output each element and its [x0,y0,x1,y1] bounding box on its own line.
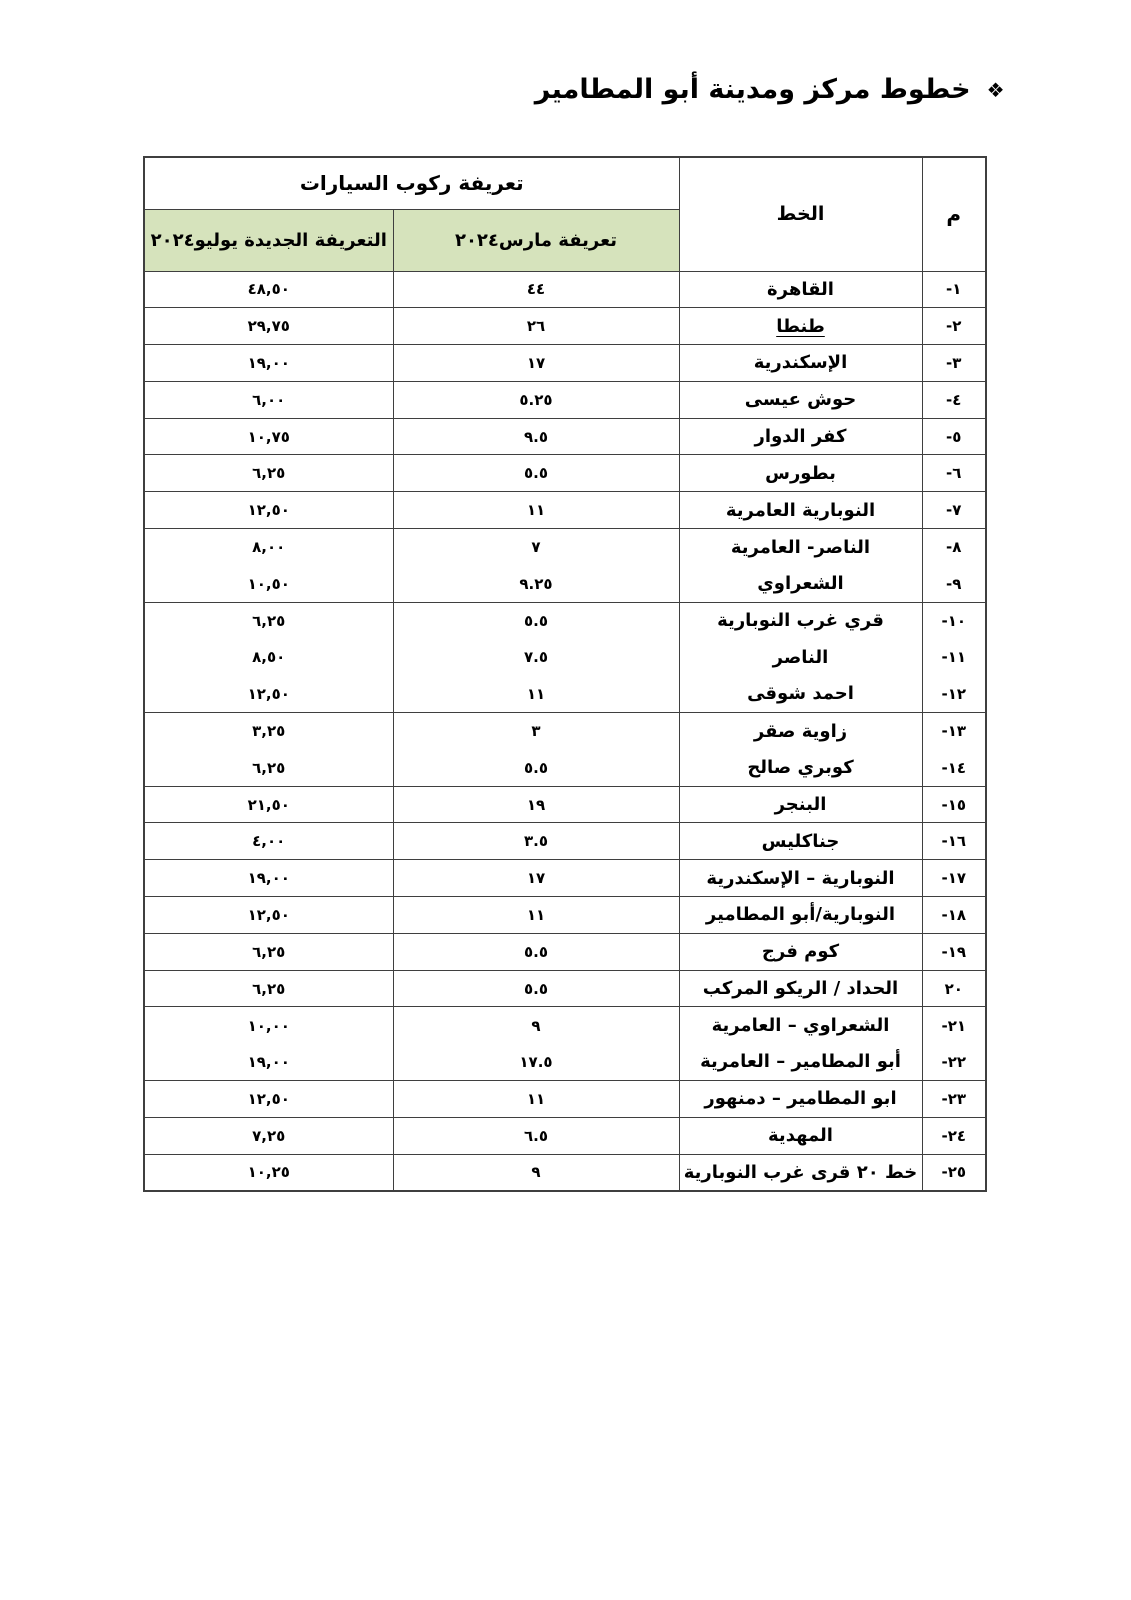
row-number: ١١- [922,639,986,676]
fare-new-july-2024: ٦,٠٠ [144,381,393,418]
table-row [144,529,986,566]
line-name: المهدية [679,1117,922,1154]
table-row [144,1117,986,1154]
table-header [144,157,986,271]
line-name: حوش عيسى [679,381,922,418]
fare-march-2024: ٣ [393,713,679,750]
fare-new-july-2024: ١٩,٠٠ [144,1044,393,1081]
table-row [144,1154,986,1191]
diamond-bullet-icon: ❖ [986,77,1005,102]
row-number: ٣- [922,345,986,382]
table-row [144,823,986,860]
fare-march-2024: ٥.٥ [393,455,679,492]
fare-march-2024: ١١ [393,1081,679,1118]
row-number: ٦- [922,455,986,492]
fare-new-july-2024: ٦,٢٥ [144,970,393,1007]
line-name: كفر الدوار [679,418,922,455]
fare-new-july-2024: ٧,٢٥ [144,1117,393,1154]
fare-new-july-2024: ١٠,٢٥ [144,1154,393,1191]
fare-march-2024: ١١ [393,897,679,934]
line-name: بطورس [679,455,922,492]
line-name: أبو المطامير – العامرية [679,1044,922,1081]
fare-new-july-2024: ٨,٥٠ [144,639,393,676]
page-title-text: خطوط مركز ومدينة أبو المطامير [534,74,971,105]
line-name: الإسكندرية [679,345,922,382]
row-number: ٤- [922,381,986,418]
row-number: ١٣- [922,713,986,750]
fare-new-july-2024: ١٢,٥٠ [144,1081,393,1118]
row-number: ٢- [922,308,986,345]
row-number: ٩- [922,565,986,602]
header-fare-new-july-2024: التعريفة الجديدة يوليو٢٠٢٤ [144,209,393,271]
table-row [144,676,986,713]
row-number: ٥- [922,418,986,455]
table-row [144,933,986,970]
line-name: القاهرة [679,271,922,308]
row-number: ٢٢- [922,1044,986,1081]
row-number: ٢٣- [922,1081,986,1118]
header-number-column: م [922,157,986,271]
table-row [144,308,986,345]
fare-march-2024: ١١ [393,676,679,713]
line-name: كوم فرج [679,933,922,970]
line-name: النوبارية/أبو المطامير [679,897,922,934]
line-name: قري غرب النوبارية [679,602,922,639]
page-title [535,74,1005,105]
line-name: الشعراوي [679,565,922,602]
table-row [144,749,986,786]
line-name: الناصر [679,639,922,676]
fare-march-2024: ٢٦ [393,308,679,345]
line-name: النوبارية – الإسكندرية [679,860,922,897]
fare-march-2024: ٦.٥ [393,1117,679,1154]
table-row [144,418,986,455]
table-row [144,786,986,823]
fare-new-july-2024: ١٠,٧٥ [144,418,393,455]
line-name: النوبارية العامرية [679,492,922,529]
fare-new-july-2024: ١٩,٠٠ [144,345,393,382]
row-number: ١٤- [922,749,986,786]
table-body [144,271,986,1191]
header-fare-march-2024: تعريفة مارس٢٠٢٤ [393,209,679,271]
fare-new-july-2024: ٨,٠٠ [144,529,393,566]
fare-march-2024: ٥.٢٥ [393,381,679,418]
line-name: ابو المطامير – دمنهور [679,1081,922,1118]
table-row [144,492,986,529]
line-name: الشعراوي – العامرية [679,1007,922,1044]
table-row [144,897,986,934]
fare-new-july-2024: ٣,٢٥ [144,713,393,750]
fare-march-2024: ٧.٥ [393,639,679,676]
row-number: ٢١- [922,1007,986,1044]
line-name: الحداد / الريكو المركب [679,970,922,1007]
table-row [144,345,986,382]
fare-new-july-2024: ١٩,٠٠ [144,860,393,897]
table-row [144,713,986,750]
fare-new-july-2024: ٦,٢٥ [144,455,393,492]
row-number: ١٢- [922,676,986,713]
fare-new-july-2024: ٦,٢٥ [144,933,393,970]
fare-march-2024: ٩.٥ [393,418,679,455]
fare-new-july-2024: ١٢,٥٠ [144,897,393,934]
fare-march-2024: ٥.٥ [393,602,679,639]
fare-new-july-2024: ٤٨,٥٠ [144,271,393,308]
header-line-column: الخط [679,157,922,271]
fare-new-july-2024: ١٢,٥٠ [144,676,393,713]
header-fare-group: تعريفة ركوب السيارات [144,157,679,209]
fare-new-july-2024: ١٠,٠٠ [144,1007,393,1044]
table-row [144,970,986,1007]
fare-march-2024: ٤٤ [393,271,679,308]
fare-march-2024: ٣.٥ [393,823,679,860]
row-number: ١- [922,271,986,308]
row-number: ١٦- [922,823,986,860]
table-row [144,1044,986,1081]
row-number: ١٩- [922,933,986,970]
fare-march-2024: ٥.٥ [393,933,679,970]
table-row [144,271,986,308]
fare-new-july-2024: ١٠,٥٠ [144,565,393,602]
table-row [144,602,986,639]
fare-march-2024: ١٩ [393,786,679,823]
row-number: ١٧- [922,860,986,897]
table-row [144,639,986,676]
table-row [144,565,986,602]
row-number: ٧- [922,492,986,529]
fare-new-july-2024: ٢١,٥٠ [144,786,393,823]
fare-march-2024: ٩.٢٥ [393,565,679,602]
fare-march-2024: ٥.٥ [393,749,679,786]
line-name: خط ٢٠ قرى غرب النوبارية [679,1154,922,1191]
fare-march-2024: ١٧.٥ [393,1044,679,1081]
table-row [144,860,986,897]
fare-march-2024: ٩ [393,1154,679,1191]
fare-march-2024: ١٧ [393,860,679,897]
line-name: زاوية صقر [679,713,922,750]
fare-march-2024: ٥.٥ [393,970,679,1007]
line-name: جناكليس [679,823,922,860]
row-number: ٨- [922,529,986,566]
line-name: البنجر [679,786,922,823]
row-number: ١٥- [922,786,986,823]
table-row [144,1081,986,1118]
row-number: ٢٠ [922,970,986,1007]
fare-march-2024: ٧ [393,529,679,566]
row-number: ٢٥- [922,1154,986,1191]
fare-new-july-2024: ٦,٢٥ [144,749,393,786]
row-number: ٢٤- [922,1117,986,1154]
fare-new-july-2024: ٦,٢٥ [144,602,393,639]
line-name: الناصر- العامرية [679,529,922,566]
table-row [144,381,986,418]
fare-march-2024: ٩ [393,1007,679,1044]
table-row [144,1007,986,1044]
line-name: طنطا [679,308,922,345]
line-name: احمد شوقى [679,676,922,713]
table-row [144,455,986,492]
row-number: ١٨- [922,897,986,934]
tariff-table [143,156,987,1192]
fare-new-july-2024: ٢٩,٧٥ [144,308,393,345]
fare-march-2024: ١٧ [393,345,679,382]
fare-march-2024: ١١ [393,492,679,529]
fare-new-july-2024: ٤,٠٠ [144,823,393,860]
row-number: ١٠- [922,602,986,639]
line-name: كوبري صالح [679,749,922,786]
fare-new-july-2024: ١٢,٥٠ [144,492,393,529]
